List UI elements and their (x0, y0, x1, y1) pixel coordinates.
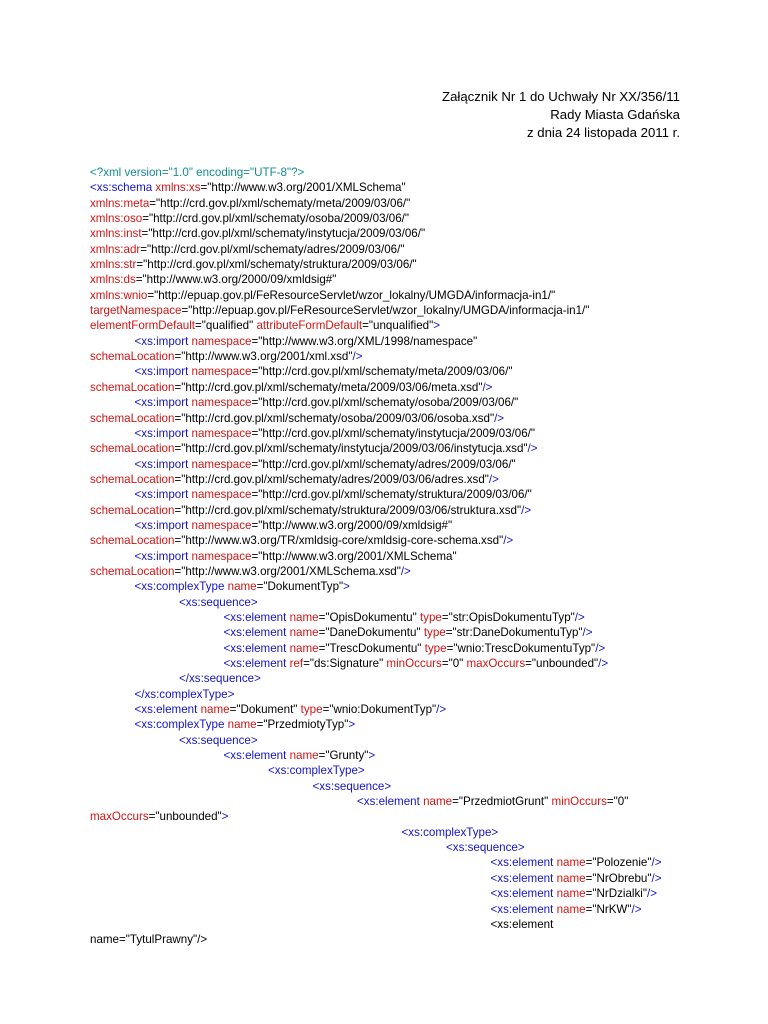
code-token: <?xml version="1.0" encoding="UTF-8"?> (90, 166, 305, 179)
code-token: ="NrDzialki" (585, 887, 647, 901)
code-token: ="http://epuap.gov.pl/FeResourceServlet/wzor_lokalny/UMGDA/informacja-in1/" (147, 288, 556, 302)
code-token: ="ds:Signature" (303, 657, 387, 670)
code-token: namespace (191, 457, 252, 471)
code-token: <xs:import (134, 396, 192, 410)
code-token: /> (527, 442, 538, 456)
code-token: /> (482, 380, 493, 394)
code-token: <xs:sequence> (179, 733, 258, 747)
code-token: /> (488, 472, 499, 486)
code-line (90, 196, 730, 211)
code-token: namespace (191, 488, 252, 502)
code-token: ="http://crd.gov.pl/xml/schematy/meta/2009/03/06/meta.xsd" (174, 380, 483, 394)
code-token: ="http://crd.gov.pl/xml/schematy/struktura/2009/03/06/" (136, 258, 417, 272)
code-token: ="Grunty" (318, 749, 369, 763)
code-token: ="unbounded" (525, 657, 599, 670)
code-token: <xs:import (134, 549, 192, 563)
code-token: /> (651, 856, 662, 870)
code-line (90, 656, 730, 671)
code-token: namespace (191, 396, 252, 410)
code-token: <xs:complexType> (268, 764, 365, 778)
code-token: ="http://epuap.gov.pl/FeResourceServlet/wzor_lokalny/UMGDA/informacja-in1/" (181, 304, 590, 318)
code-line (90, 334, 730, 349)
code-token: ="str:OpisDokumentuTyp" (441, 610, 575, 624)
code-token: xmlns:adr (90, 242, 141, 256)
code-token: xmlns:ds (90, 273, 136, 287)
code-token: ="http://www.w3.org/2001/XMLSchema" (251, 549, 457, 563)
code-token: <xs:element (223, 626, 290, 640)
code-token: ="http://www.w3.org/2000/09/xmldsig#" (135, 273, 337, 287)
code-token: ="http://www.w3.org/2000/09/xmldsig#" (251, 518, 453, 532)
code-line (90, 303, 730, 318)
code-line (90, 487, 730, 502)
code-line (90, 641, 730, 656)
code-line (90, 932, 730, 947)
code-token: /> (521, 503, 532, 517)
code-token: <xs:import (134, 518, 192, 532)
code-token: namespace (191, 549, 252, 563)
code-line (90, 211, 730, 226)
code-token: ="http://crd.gov.pl/xml/schematy/adres/2009/03/06/" (140, 242, 405, 256)
code-line (90, 886, 730, 901)
code-line (90, 855, 730, 870)
code-token: /> (598, 657, 609, 670)
code-token: ="PrzedmiotGrunt" (452, 795, 552, 809)
code-token: <xs:import (134, 488, 192, 502)
code-token: maxOccurs (90, 810, 149, 824)
code-token: ="TrescDokumentu" (318, 641, 425, 655)
code-token: ="http://crd.gov.pl/xml/schematy/instytucja/2009/03/06/" (251, 426, 535, 440)
code-token: name (200, 703, 230, 717)
code-line (90, 625, 730, 640)
code-line (90, 272, 730, 287)
code-line (90, 349, 730, 364)
code-token: /> (503, 534, 514, 548)
code-token: xmlns:xs (155, 181, 201, 195)
code-line (90, 518, 730, 533)
code-token: schemaLocation (90, 503, 175, 517)
code-token: name (289, 626, 319, 640)
code-token: <xs:element (490, 902, 557, 916)
code-line (90, 395, 730, 410)
code-token: schemaLocation (90, 350, 175, 364)
code-line (90, 748, 730, 763)
code-line (90, 318, 730, 333)
code-token: ="qualified" (195, 319, 257, 333)
code-token: schemaLocation (90, 472, 175, 486)
code-line (90, 825, 730, 840)
code-token: > (433, 319, 441, 333)
code-token: ="http://crd.gov.pl/xml/schematy/osoba/2009/03/06/osoba.xsd" (174, 411, 495, 425)
code-token: <xs:element (223, 657, 290, 670)
code-token: ="DaneDokumentu" (318, 626, 424, 640)
code-token: ="http://crd.gov.pl/xml/schematy/osoba/2009/03/06/" (251, 396, 519, 410)
code-line (90, 702, 730, 717)
code-line (90, 579, 730, 594)
code-line (90, 809, 730, 824)
code-token: namespace (191, 426, 252, 440)
code-line (90, 917, 730, 932)
code-line (90, 180, 730, 195)
code-line (90, 441, 730, 456)
code-line (90, 564, 730, 579)
code-token: ="http://crd.gov.pl/xml/schematy/adres/2009/03/06/" (251, 457, 516, 471)
header-line-attachment: Załącznik Nr 1 do Uchwały Nr XX/356/11 (442, 89, 680, 104)
code-line (90, 288, 730, 303)
code-token: xmlns:inst (90, 227, 142, 241)
code-line (90, 165, 730, 180)
code-token: /> (574, 610, 585, 624)
code-line (90, 226, 730, 241)
code-token: name (556, 856, 586, 870)
code-token: ="http://crd.gov.pl/xml/schematy/osoba/2009/03/06/" (142, 212, 409, 226)
code-line (90, 533, 730, 548)
code-token: name (289, 641, 319, 655)
code-token: type (300, 703, 323, 717)
code-token: minOccurs (386, 657, 442, 670)
code-token: minOccurs (551, 795, 607, 809)
code-token: ="0" (441, 657, 467, 670)
code-token: <xs:complexType (134, 580, 228, 594)
code-token: ="Dokument" (229, 703, 301, 717)
code-token: namespace (191, 365, 252, 379)
code-token: ="http://crd.gov.pl/xml/schematy/instytucja/2009/03/06/instytucja.xsd" (174, 442, 528, 456)
code-token: xmlns:meta (90, 196, 150, 210)
code-token: schemaLocation (90, 534, 175, 548)
code-line (90, 687, 730, 702)
code-token: ="NrObrebu" (585, 871, 652, 885)
code-token: ="Polozenie" (585, 856, 652, 870)
code-line (90, 717, 730, 732)
code-token: <xs:element (223, 641, 290, 655)
code-token: ="http://www.w3.org/TR/xmldsig-core/xmldsig-core-schema.xsd" (174, 534, 504, 548)
code-token: name (289, 749, 319, 763)
code-line (90, 871, 730, 886)
code-token: attributeFormDefault (256, 319, 363, 333)
code-token: /> (646, 887, 657, 901)
code-token: ref (289, 657, 304, 670)
code-token: <xs:schema (90, 181, 156, 195)
code-token: <xs:element (490, 917, 554, 931)
code-line (90, 840, 730, 855)
code-line (90, 426, 730, 441)
code-line (90, 610, 730, 625)
code-token: name (556, 871, 586, 885)
code-token: ="NrKW" (585, 902, 632, 916)
code-line (90, 733, 730, 748)
code-token: name (423, 795, 453, 809)
code-token: xmlns:oso (90, 212, 143, 226)
code-token: /> (631, 902, 642, 916)
code-token: > (368, 749, 376, 763)
code-token: /> (400, 564, 411, 578)
code-token: type (419, 610, 442, 624)
code-token: ="http://crd.gov.pl/xml/schematy/adres/2009/03/06/adres.xsd" (174, 472, 489, 486)
code-token: name (289, 610, 319, 624)
code-token: ="0" (606, 795, 629, 809)
code-line (90, 364, 730, 379)
code-token: /> (436, 703, 447, 717)
code-line (90, 242, 730, 257)
code-token: </xs:sequence> (179, 672, 261, 686)
code-token: ="PrzedmiotyTyp" (256, 718, 349, 732)
code-token: /> (494, 411, 505, 425)
code-token: ="http://www.w3.org/2001/xml.xsd" (174, 350, 353, 364)
code-token: </xs:complexType> (134, 687, 235, 701)
code-token: > (343, 580, 350, 594)
code-token: /> (352, 350, 363, 364)
code-token: type (423, 626, 446, 640)
code-line (90, 763, 730, 778)
code-token: type (424, 641, 447, 655)
code-token: ="http://crd.gov.pl/xml/schematy/struktura/2009/03/06/" (251, 488, 532, 502)
code-token: ="http://crd.gov.pl/xml/schematy/meta/2009/03/06/" (251, 365, 513, 379)
code-token: schemaLocation (90, 411, 175, 425)
code-line (90, 380, 730, 395)
code-token: elementFormDefault (90, 319, 196, 333)
code-token: ="http://www.w3.org/2001/XMLSchema.xsd" (174, 564, 401, 578)
code-token: ="unbounded" (148, 810, 222, 824)
code-line (90, 779, 730, 794)
code-token: <xs:element (490, 871, 557, 885)
code-line (90, 671, 730, 686)
code-token: targetNamespace (90, 304, 182, 318)
code-token: name="TytulPrawny"/> (90, 933, 208, 947)
code-token: ="OpisDokumentu" (318, 610, 420, 624)
code-token: <xs:import (134, 457, 192, 471)
code-token: ="http://www.w3.org/XML/1998/namespace" (251, 334, 478, 348)
code-token: <xs:sequence> (312, 779, 392, 793)
code-line (90, 794, 730, 809)
code-line (90, 902, 730, 917)
code-token: /> (651, 871, 662, 885)
code-line (90, 503, 730, 518)
code-token: /> (582, 626, 593, 640)
code-token: <xs:sequence> (179, 595, 258, 609)
code-token: ="wnio:DokumentTyp" (322, 703, 437, 717)
code-token: <xs:import (134, 334, 192, 348)
code-token: schemaLocation (90, 442, 175, 456)
code-token: ="DokumentTyp" (256, 580, 344, 594)
code-token: <xs:element (134, 703, 201, 717)
code-token: name (556, 887, 586, 901)
code-token: ="http://crd.gov.pl/xml/schematy/instytucja/2009/03/06/" (141, 227, 426, 241)
header-line-date: z dnia 24 listopada 2011 r. (527, 125, 680, 140)
code-token: schemaLocation (90, 380, 175, 394)
code-token: name (227, 718, 257, 732)
code-token: <xs:element (490, 856, 557, 870)
code-token: maxOccurs (466, 657, 526, 670)
header-line-council: Rady Miasta Gdańska (550, 107, 680, 122)
code-line (90, 411, 730, 426)
code-token: ="http://www.w3.org/2001/XMLSchema" (200, 181, 406, 195)
code-token: name (556, 902, 586, 916)
code-token: <xs:sequence> (446, 841, 525, 855)
code-line (90, 472, 730, 487)
code-token: schemaLocation (90, 564, 175, 578)
code-token: <xs:import (134, 365, 192, 379)
code-token: ="wnio:TrescDokumentuTyp" (446, 641, 596, 655)
code-line (90, 457, 730, 472)
code-token: namespace (191, 334, 252, 348)
code-token: <xs:complexType> (401, 825, 499, 839)
code-token: <xs:element (490, 887, 557, 901)
code-token: <xs:element (223, 610, 290, 624)
code-token: > (221, 810, 229, 824)
code-token: ="http://crd.gov.pl/xml/schematy/struktura/2009/03/06/struktura.xsd" (174, 503, 522, 517)
code-line (90, 549, 730, 564)
code-token: <xs:element (357, 795, 424, 809)
code-token: name (227, 580, 257, 594)
code-token: xmlns:str (90, 258, 137, 272)
code-line (90, 595, 730, 610)
code-token: /> (595, 641, 606, 655)
code-token: > (348, 718, 356, 732)
code-token: ="str:DaneDokumentuTyp" (445, 626, 583, 640)
code-token: <xs:complexType (134, 718, 228, 732)
code-token: namespace (191, 518, 252, 532)
xml-schema-listing (90, 165, 730, 948)
code-line (90, 257, 730, 272)
code-token: <xs:import (134, 426, 192, 440)
code-token: ="http://crd.gov.pl/xml/schematy/meta/2009/03/06/" (149, 196, 411, 210)
code-token: xmlns:wnio (90, 288, 148, 302)
code-token: ="unqualified" (362, 319, 434, 333)
code-token: <xs:element (223, 749, 290, 763)
document-header (442, 88, 680, 142)
